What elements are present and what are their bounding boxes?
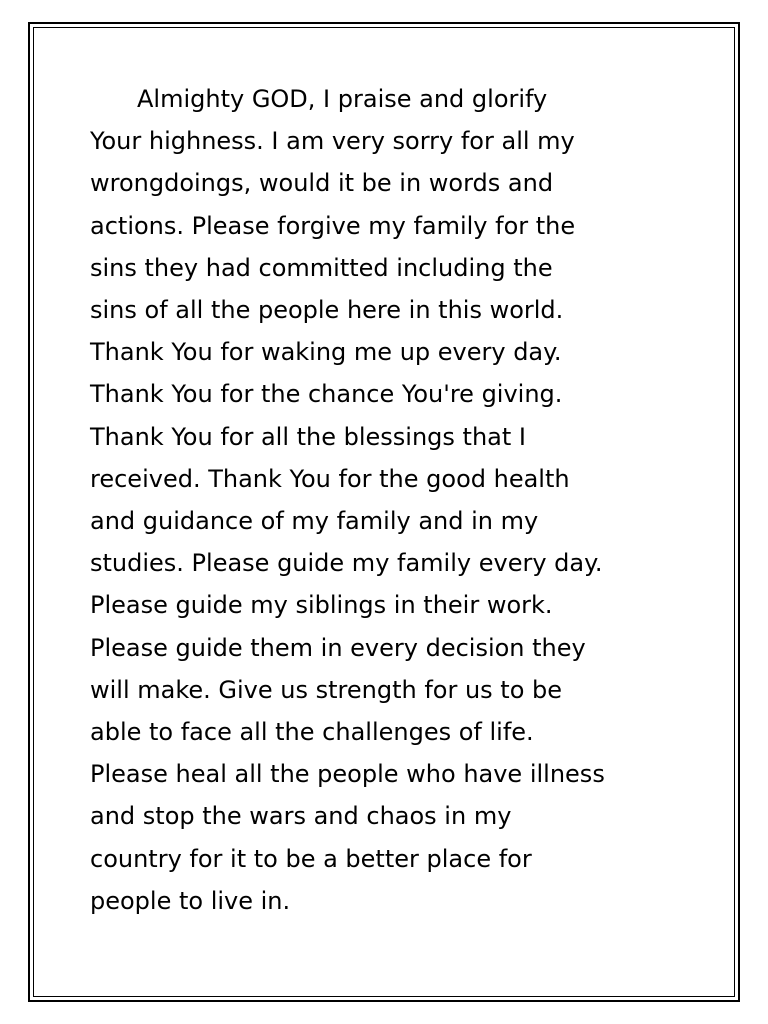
text-line: and stop the wars and chaos in my xyxy=(90,802,512,831)
text-line: Thank You for waking me up every day. xyxy=(90,338,562,367)
text-line: Thank You for the chance You're giving. xyxy=(90,380,563,409)
text-line: Please heal all the people who have illness xyxy=(90,760,605,789)
text-line: Almighty GOD, I praise and glorify xyxy=(137,85,548,113)
text-line: Thank You for all the blessings that I xyxy=(90,422,526,451)
text-line: will make. Give us strength for us to be xyxy=(90,675,563,704)
text-line: wrongdoings, would it be in words and xyxy=(90,169,554,198)
text-line: sins of all the people here in this world. xyxy=(90,296,564,325)
text-line: and guidance of my family and in my xyxy=(90,507,539,536)
text-line: Please guide my siblings in their work. xyxy=(90,591,553,620)
text-line: Your highness. I am very sorry for all my xyxy=(90,127,575,156)
prayer-paragraph xyxy=(90,78,690,922)
text-line: people to live in. xyxy=(90,886,291,915)
text-line: received. Thank You for the good health xyxy=(90,464,570,493)
text-line: country for it to be a better place for xyxy=(90,844,532,873)
text-line: sins they had committed including the xyxy=(90,253,553,282)
text-line: Please guide them in every decision they xyxy=(90,633,586,662)
text-line: studies. Please guide my family every day. xyxy=(90,549,603,578)
text-line: able to face all the challenges of life. xyxy=(90,718,534,747)
text-line: actions. Please forgive my family for the xyxy=(90,211,576,240)
